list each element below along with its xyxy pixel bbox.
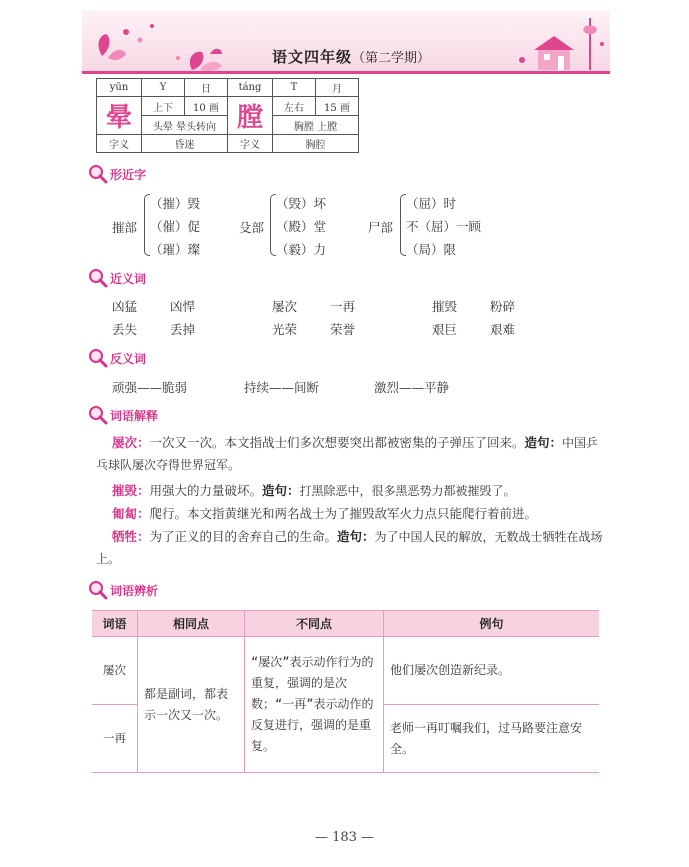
radical-name-2: 月 [316, 79, 359, 97]
similar-group-label: 殳部 [239, 220, 265, 235]
synonym-word: 丢掉 [170, 322, 196, 337]
section-title: 近义词 [110, 271, 147, 286]
example-sentence: 为了中国人民的解放，无数战士牺牲在战场上。 [96, 530, 603, 566]
radical-letter-1: Y [142, 79, 185, 97]
section-antonyms [88, 348, 146, 368]
comparison-table [92, 610, 599, 773]
synonym-word: 丢失 [112, 322, 138, 337]
synonym-word: 屡次 [272, 299, 298, 314]
character-2: 膛 [228, 97, 273, 135]
explanation-entry [96, 480, 606, 502]
antonym-pair: 顽强——脆弱 [112, 380, 188, 395]
explanation-entry [96, 526, 606, 570]
header-common: 相同点 [138, 611, 245, 637]
example-sentence: 中国乒乓球队屡次夺得世界冠军。 [96, 436, 599, 472]
header-example: 例句 [384, 611, 600, 637]
section-analysis [88, 580, 158, 600]
page-header [82, 10, 610, 74]
similar-item: （屈）时 [406, 196, 457, 211]
section-title: 形近字 [110, 167, 147, 182]
character-1: 晕 [97, 97, 142, 135]
similar-item: 不（屈）一顾 [406, 219, 482, 234]
radical-letter-2: T [273, 79, 316, 97]
example-sentence: 打黑除恶中，很多黑恶势力都被摧毁了。 [299, 484, 516, 498]
synonym-word: 凶悍 [170, 299, 196, 314]
similar-item: （殿）堂 [276, 219, 327, 234]
header-stripe [82, 71, 610, 74]
section-similar-chars [88, 164, 146, 184]
term: 屡次： [112, 435, 150, 450]
similar-group-label: 尸部 [368, 220, 394, 235]
section-title: 词语辨析 [110, 583, 159, 598]
flower-decoration-icon [82, 10, 242, 74]
structure-2: 左右 [273, 97, 316, 116]
section-explanations [88, 405, 158, 425]
cmp-example: 他们屡次创造新纪录。 [384, 637, 600, 705]
book-subtitle: （第二学期） [352, 51, 431, 66]
magnifier-icon [88, 164, 108, 184]
section-synonyms [88, 268, 146, 288]
magnifier-icon [88, 268, 108, 288]
pinyin-1: yūn [97, 79, 142, 97]
definition: 爬行。本文指黄继光和两名战士为了摧毁敌军火力点只能爬行着前进。 [149, 506, 538, 521]
magnifier-icon [88, 405, 108, 425]
meaning-1: 昏迷 [142, 135, 228, 153]
words-2: 胸膛 上膛 [273, 116, 359, 135]
similar-item: （催）促 [150, 219, 201, 234]
section-title: 反义词 [110, 351, 147, 366]
cmp-word: 一再 [92, 705, 138, 773]
header-difference: 不同点 [245, 611, 384, 637]
page-number: — 183 — [314, 830, 375, 845]
definition: 一次又一次。本文指战士们多次想要突出都被密集的子弹压了回来。 [149, 435, 525, 450]
term: 摧毁： [112, 483, 150, 498]
synonym-word: 一再 [330, 299, 356, 314]
similar-item: （毁）坏 [276, 196, 327, 211]
page-title [272, 46, 430, 67]
magnifier-icon [88, 580, 108, 600]
section-title: 词语解释 [110, 408, 159, 423]
term: 匍匐： [112, 506, 150, 521]
book-title: 语文四年级 [272, 48, 353, 66]
synonym-word: 艰巨 [432, 322, 458, 337]
definition: 用强大的力量破坏。 [149, 483, 263, 498]
character-table [96, 78, 359, 153]
structure-1: 上下 [142, 97, 185, 116]
strokes-1: 10 画 [185, 97, 228, 116]
similar-group-label: 摧部 [112, 220, 138, 235]
meaning-label-1: 字义 [97, 135, 142, 153]
synonym-word: 摧毁 [432, 299, 458, 314]
similar-item: （摧）毁 [150, 196, 201, 211]
cmp-difference: “屡次”表示动作行为的重复，强调的是次数；“一再”表示动作的反复进行，强调的是重复。 [245, 637, 384, 773]
header-word: 词语 [92, 611, 138, 637]
synonym-word: 凶猛 [112, 299, 138, 314]
definition: 为了正义的目的舍弃自己的生命。 [149, 529, 338, 544]
explanation-entry [96, 503, 606, 524]
similar-item: （毅）力 [276, 242, 327, 257]
strokes-2: 15 画 [316, 97, 359, 116]
house-decoration-icon [510, 10, 610, 74]
cmp-word: 屡次 [92, 637, 138, 705]
synonym-word: 荣誉 [330, 322, 356, 337]
synonym-word: 光荣 [272, 322, 298, 337]
similar-item: （局）限 [406, 242, 457, 257]
term: 牺牲： [112, 529, 150, 544]
cmp-example: 老师一再叮嘱我们，过马路要注意安全。 [384, 705, 600, 773]
antonym-pair: 持续——间断 [244, 380, 320, 395]
similar-item: （璀）璨 [150, 242, 201, 257]
synonym-word: 粉碎 [490, 299, 516, 314]
cmp-common: 都是副词，都表示一次又一次。 [138, 637, 245, 773]
example-label: 造句： [337, 529, 375, 544]
synonym-word: 艰难 [490, 322, 516, 337]
radical-name-1: 日 [185, 79, 228, 97]
antonym-pair: 激烈——平静 [374, 380, 450, 395]
meaning-label-2: 字义 [228, 135, 273, 153]
example-label: 造句： [524, 435, 563, 450]
magnifier-icon [88, 348, 108, 368]
explanation-entry [96, 432, 606, 476]
example-label: 造句： [262, 483, 300, 498]
meaning-2: 胸腔 [273, 135, 359, 153]
pinyin-2: táng [228, 79, 273, 97]
words-1: 头晕 晕头转向 [142, 116, 228, 135]
